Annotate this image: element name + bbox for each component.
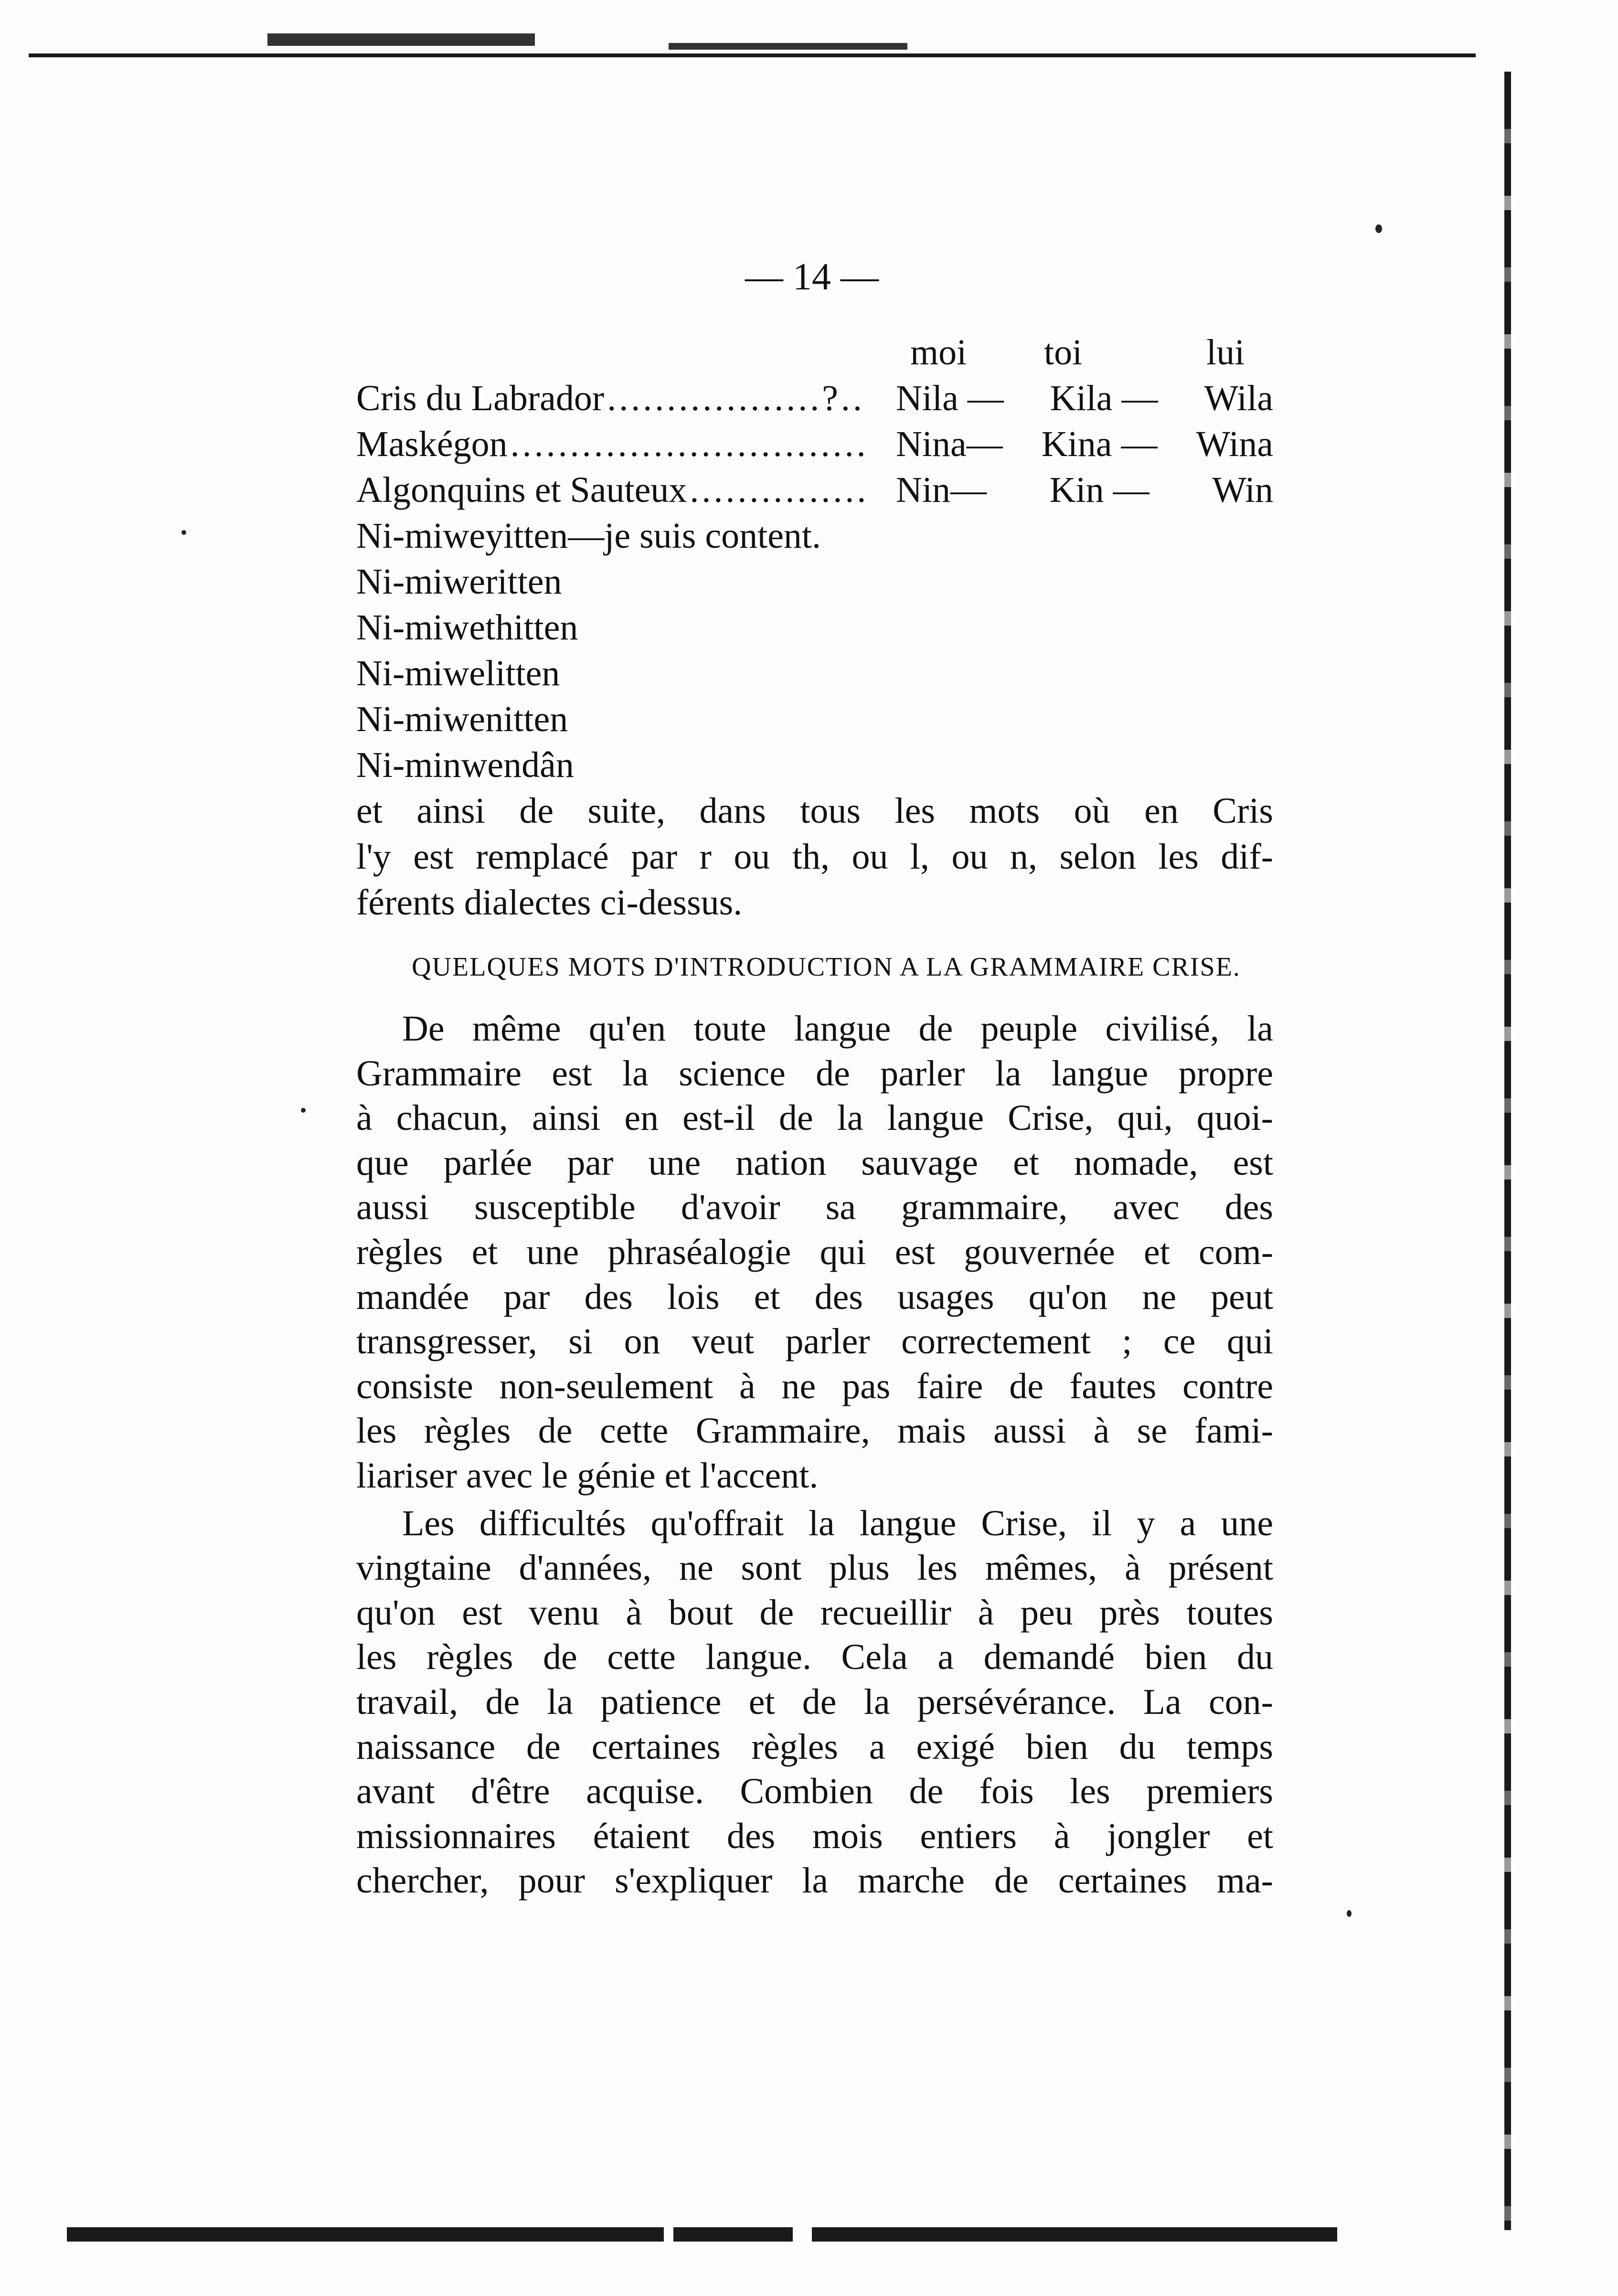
scan-speck [1375,224,1382,233]
form-lui: Wila [1204,378,1273,418]
scan-top-edge [29,53,1476,57]
body-text [356,1007,1273,1903]
word-list-item: Ni-miweyitten—je suis content. [356,516,821,556]
dialect-name: Maskégon [356,424,508,464]
paragraph-line: mandée par des lois et des usages qu'on ne peut [356,1276,1273,1317]
table-row [356,421,1273,467]
form-toi: Kin — [1049,470,1150,510]
scan-bottom-edge [67,2227,664,2242]
paragraph-line: De même qu'en toute langue de peuple civilisé, la [402,1009,1273,1049]
scan-top-fragment [669,43,907,50]
paragraph-line: qu'on est venu à bout de recueillir à peu près toutes [356,1592,1273,1633]
paragraph-line: vingtaine d'années, ne sont plus les mêmes, à présent [356,1548,1273,1588]
paragraph-line: Les difficultés qu'offrait la langue Crise, il y a une [402,1503,1273,1543]
word-list-item: Ni-miwethitten [356,607,578,648]
page-number: — 14 — [745,256,879,298]
scan-bottom-edge [673,2227,793,2242]
dot-leader: ..................?.. [607,378,865,418]
paragraph-line: les règles de cette langue. Cela a demandé bien du [356,1637,1273,1678]
column-header-moi: moi [910,332,967,372]
scan-speck [181,530,186,535]
paragraph-line: consiste non-seulement à ne pas faire de fautes contre [356,1366,1273,1406]
word-list-item: Ni-miweritten [356,562,562,602]
table-row [356,375,1273,421]
scan-speck [1347,1910,1352,1917]
text-block-top [356,330,1273,925]
word-list-item: Ni-minwendân [356,745,574,785]
paragraph-line: transgresser, si on veut parler correctement ; ce qui [356,1321,1273,1362]
form-moi: Nina— [896,424,1003,464]
form-moi: Nin— [896,470,987,510]
paragraph-line: Grammaire est la science de parler la langue propre [356,1053,1273,1094]
paragraph-line: missionnaires étaient des mois entiers à jongler et [356,1816,1273,1856]
table-header-row [356,330,1273,375]
word-list-item: Ni-miwelitten [356,653,560,693]
word-list-item: Ni-miwenitten [356,699,568,739]
paragraph-line: aussi susceptible d'avoir sa grammaire, avec des [356,1187,1273,1228]
explanation-line: l'y est remplacé par r ou th, ou l, ou n, selon les dif- [356,837,1273,877]
paragraph-line: à chacun, ainsi en est-il de la langue Crise, qui, quoi- [356,1098,1273,1138]
explanation-line: et ainsi de suite, dans tous les mots où en Cris [356,791,1273,831]
paragraph-line: travail, de la patience et de la persévérance. La con- [356,1681,1273,1722]
form-lui: Win [1212,470,1273,510]
scan-bottom-edge [812,2227,1337,2242]
paragraph-line: règles et une phraséalogie qui est gouvernée et com- [356,1232,1273,1272]
paragraph-line: les règles de cette Grammaire, mais aussi à se fami- [356,1411,1273,1451]
paragraph-line: avant d'être acquise. Combien de fois les premiers [356,1771,1273,1812]
pronoun-forms [896,421,1273,467]
scan-top-fragment [267,33,535,46]
dialect-name: Cris du Labrador [356,378,605,418]
scan-right-edge [1504,72,1511,2230]
column-header-toi: toi [1044,332,1083,372]
dot-leader: .............................. [510,424,869,464]
form-toi: Kina — [1041,424,1158,464]
explanation-line: férents dialectes ci-dessus. [356,882,743,923]
column-header-lui: lui [1206,332,1245,372]
paragraph-line: que parlée par une nation sauvage et nomade, est [356,1142,1273,1183]
form-moi: Nila — [896,378,1004,418]
paragraph-line: liariser avec le génie et l'accent. [356,1455,819,1496]
section-heading: QUELQUES MOTS D'INTRODUCTION A LA GRAMMAIRE CRISE. [412,952,1241,982]
pronoun-forms [896,375,1273,421]
paragraph [356,1501,1273,1903]
pronoun-forms [896,467,1273,513]
form-lui: Wina [1196,424,1273,464]
scan-speck [301,1108,306,1113]
dialect-name: Algonquins et Sauteux [356,470,687,510]
form-toi: Kila — [1050,378,1158,418]
dot-leader: ............... [690,470,869,510]
paragraph-line: chercher, pour s'expliquer la marche de certaines ma- [356,1860,1273,1901]
paragraph [356,1007,1273,1499]
paragraph-line: naissance de certaines règles a exigé bien du temps [356,1726,1273,1767]
table-row [356,467,1273,513]
